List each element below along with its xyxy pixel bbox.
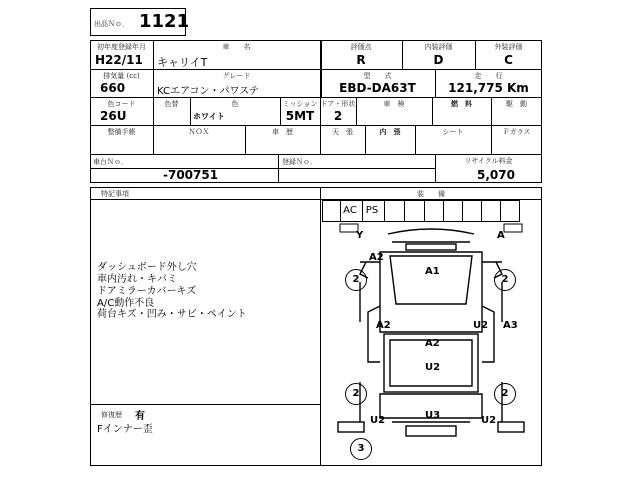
model-code: EBD-DA63T [339,81,416,95]
note-line: ドアミラーカバーキズ [97,286,197,297]
displacement: 660 [100,81,126,95]
repair-history-value: 有 [135,411,145,422]
tire-rear-left: 2 [345,383,367,405]
lot-number-label: 出品Ｎｏ． [94,20,129,28]
note-line: A/C動作不良 [97,298,155,309]
color: ホワイト [193,112,225,121]
recycle-fee: 5,070 [477,168,515,182]
header-inspection: 車 検 [383,100,405,108]
color-code: 26U [100,109,127,123]
mileage: 121,775 Km [448,81,529,95]
note-line: ダッシュボード外し穴 [97,262,197,273]
notes-header: 特記事項 [101,190,129,198]
header-first-registration: 初年度登録年月 [97,43,146,51]
doors: 2 [333,109,343,123]
chassis-no: -700751 [163,168,219,182]
tire-spare: 3 [350,438,372,460]
header-color: 色 [231,100,239,108]
note-line: 車内汚れ・キバミ [97,274,177,285]
car-name: キャリイT [157,56,208,69]
header-recycle-fee: リサイクル料金 [464,157,513,165]
header-doors: ドア・形状 [320,100,356,108]
header-car-name: 車 名 [222,43,251,51]
header-f-glass: Ｆガラス [502,128,531,136]
tire-front-right: 2 [494,269,516,291]
header-model: 型 式 [363,72,392,80]
equipment-ps: PS [365,205,379,216]
damage-mark: U2 [425,362,441,373]
header-displacement: 排気量 (cc) [103,72,140,80]
header-interior-grade: 内装評価 [424,43,453,51]
damage-mark: U2 [370,415,386,426]
first-registration: H22/11 [95,53,143,67]
header-grade: グレード [222,72,251,80]
damage-mark: U2 [473,320,489,331]
note-line: 荷台キズ・凹み・サビ・ペイント [97,309,247,320]
damage-mark: A2 [376,320,391,331]
header-headliner: 天 張 [332,128,353,136]
tire-rear-right: 2 [494,383,516,405]
header-nox: ＮＯＸ [188,128,210,136]
header-mileage: 走 行 [474,72,503,80]
header-registration-no: 登録Ｎｏ． [282,158,317,166]
damage-mark: U3 [425,410,441,421]
mission: 5MT [285,109,315,123]
header-fuel: 燃 料 [451,100,472,108]
header-mission: ミッション [282,100,318,108]
damage-mark: A2 [369,252,384,263]
equipment-ac: AC [343,205,357,216]
header-color-code: 色コード [107,100,136,108]
diagram-a-label: A [497,230,505,241]
equipment-header: 装 備 [417,190,445,198]
header-score: 評価点 [350,43,372,51]
repair-history-label: 修復歴 [101,411,122,419]
header-chassis-no: 車台Ｎｏ． [93,158,128,166]
header-interior-trim: 内 張 [379,128,401,136]
header-seat: シート [442,128,464,136]
damage-mark: A1 [425,266,440,277]
header-drive: 駆 動 [506,100,527,108]
header-exterior-grade: 外装評価 [494,43,523,51]
header-color-swap: 色替 [164,100,179,108]
lot-number: 1121 [139,11,190,32]
score: R [356,53,366,67]
damage-mark: A2 [425,338,440,349]
header-service-book: 整備手帳 [107,128,136,136]
repair-detail: Fインナー歪 [97,424,153,435]
header-history: 車 歴 [272,128,293,136]
interior-grade: D [433,53,444,67]
grade: KCエアコン・パワステ [157,86,259,97]
tire-front-left: 2 [345,269,367,291]
damage-mark: U2 [481,415,497,426]
damage-mark: A3 [503,320,518,331]
diagram-y-label: Y [356,230,364,241]
exterior-grade: C [504,53,513,67]
